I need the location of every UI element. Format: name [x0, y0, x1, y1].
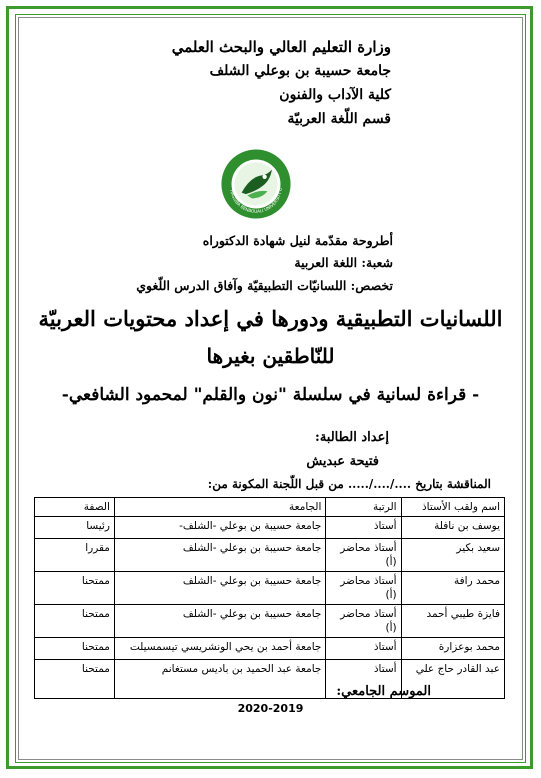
column-header-rank: الرتبة [326, 498, 401, 517]
logo-text: HASSIBA BENBOUALI UNIVERSITY O [228, 187, 284, 215]
faculty-name: كلية الآداب والفنون [279, 87, 391, 103]
university-name: جامعة حسيبة بن بوعلي الشلف [209, 63, 391, 79]
department-name: قسم اللّغة العربيّة [287, 111, 391, 127]
committee-label: المناقشة بتاريخ ..../..../..... من قبل اللّجنة المكونة من: [207, 477, 491, 491]
cell-rank: أستاذ [326, 660, 401, 699]
table-row [35, 605, 505, 638]
academic-season-label: الموسم الجامعي: [336, 684, 431, 699]
ministry-name: وزارة التعليم العالي والبحث العلمي [171, 38, 391, 56]
table-row [35, 517, 505, 539]
table-row [35, 539, 505, 572]
branch-label: شعبة: اللغة العربية [294, 255, 393, 270]
cell-university: جامعة حسيبة بن بوعلي -الشلف- [114, 517, 326, 539]
prepared-by-label: إعداد الطالبة: [315, 430, 389, 445]
academic-years: 2020-2019 [237, 702, 304, 715]
thesis-statement: أطروحة مقدّمة لنيل شهادة الدكتوراه [202, 233, 393, 248]
cell-university: جامعة أحمد بن يحي الونشريسي تيسمسيلت [114, 638, 326, 660]
table-row [35, 660, 505, 699]
cell-role: ممتحنا [35, 572, 115, 605]
thesis-subtitle: - قراءة لسانية في سلسلة "نون والقلم" لمحمود الشافعي- [61, 385, 480, 405]
column-header-university: الجامعة [114, 498, 326, 517]
cell-rank: أستاذ محاضر (أ) [326, 605, 401, 638]
cell-name: محمد رافة [401, 572, 504, 605]
table-row [35, 572, 505, 605]
university-logo [220, 148, 292, 220]
cell-rank: أستاذ محاضر (أ) [326, 539, 401, 572]
table-header-row [35, 498, 505, 517]
thesis-title-line1: اللسانيات التطبيقية ودورها في إعداد محتويات العربيّة [38, 306, 503, 331]
cell-rank: أستاذ محاضر (أ) [326, 572, 401, 605]
cell-role: مقررا [35, 539, 115, 572]
cell-role: رئيسا [35, 517, 115, 539]
cell-university: جامعة حسيبة بن بوعلي -الشلف [114, 539, 326, 572]
cell-university: جامعة حسيبة بن بوعلي -الشلف [114, 605, 326, 638]
cell-role: ممتحنا [35, 605, 115, 638]
cell-role: ممتحنا [35, 638, 115, 660]
cell-name: محمد بوعزارة [401, 638, 504, 660]
cell-name: عبد القادر حاج علي [401, 660, 504, 699]
table-row [35, 638, 505, 660]
thesis-title-line2: للنّاطقين بغيرها [206, 344, 335, 368]
cell-university: جامعة حسيبة بن بوعلي -الشلف [114, 572, 326, 605]
cell-name: يوسف بن نافلة [401, 517, 504, 539]
column-header-name: اسم ولقب الأستاذ [401, 498, 504, 517]
committee-table [34, 497, 505, 699]
student-name: فتيحة عبديش [306, 454, 379, 469]
cell-name: فايزة طيبي أحمد [401, 605, 504, 638]
column-header-role: الصفة [35, 498, 115, 517]
cell-university: جامعة عبد الحميد بن باديس مستغانم [114, 660, 326, 699]
cell-name: سعيد بكير [401, 539, 504, 572]
cell-rank: أستاذ [326, 517, 401, 539]
specialty-label: تخصص: اللسانيّات التطبيقيّة وآفاق الدرس اللّغوي [136, 278, 393, 293]
cell-rank: أستاذ [326, 638, 401, 660]
cell-role: ممتحنا [35, 660, 115, 699]
